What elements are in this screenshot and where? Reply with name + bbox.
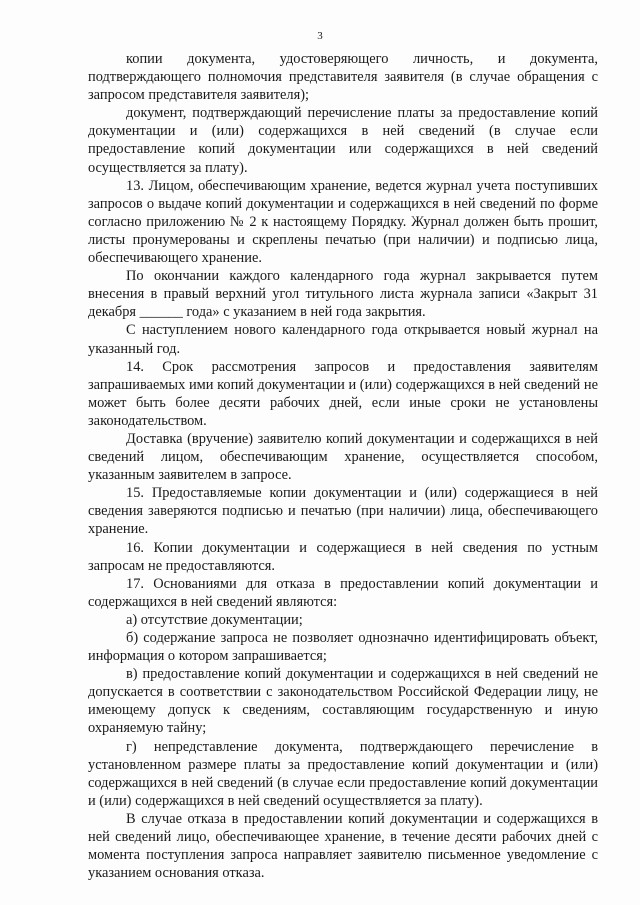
paragraph-refusal-notice: В случае отказа в предоставлении копий документации и содержащихся в ней сведений лицо, обеспечивающее хранение, в течение десяти рабочих дней с момента поступления запроса направляет заявителю письменное уведомление с указанием основания отказа.	[88, 810, 598, 882]
list-item-g: г) непредставление документа, подтверждающего перечисление в установленном размере платы за предоставление копий документации и (или) содержащихся в ней сведений (в случае если предоставление копий документации и (или) содержащихся в ней сведений осуществляется за плату).	[88, 738, 598, 809]
paragraph-13-request-journal: 13. Лицом, обеспечивающим хранение, ведется журнал учета поступивших запросов о выдаче копий документации и содержащихся в ней сведений по форме согласно приложению № 2 к настоящему Порядку. Журнал должен быть прошит, листы пронумерованы и скреплены печатью (при наличии) и подписью лица, обеспечивающего хранение.	[88, 177, 598, 267]
list-item-a: а) отсутствие документации;	[126, 611, 303, 628]
list-item-b: б) содержание запроса не позволяет однозначно идентифицировать объект, информация о котором запрашивается;	[88, 630, 598, 665]
paragraph-applicant-id-copies: копии документа, удостоверяющего личность, и документа, подтверждающего полномочия представителя заявителя (в случае обращения с запросом представителя заявителя);	[88, 51, 598, 104]
list-item-v: в) предоставление копий документации и содержащихся в ней сведений не допускается в соответствии с законодательством Российской Федерации лицу, не имеющему допуск к сведениям, составляющим государственную и иную охраняемую тайну;	[88, 666, 598, 737]
paragraph-14-review-period: 14. Срок рассмотрения запросов и предоставления заявителям запрашиваемых ими копий документации и (или) содержащихся в ней сведений не может быть более десяти рабочих дней, если иные сроки не установлены законодательством.	[88, 358, 598, 429]
paragraph-journal-closing: По окончании каждого календарного года журнал закрывается путем внесения в правый верхний угол титульного листа журнала записи «Закрыт 31 декабря ______ года» с указанием в ней года закрытия.	[88, 268, 598, 321]
paragraph-16-oral-requests: 16. Копии документации и содержащиеся в ней сведения по устным запросам не предоставляются.	[88, 539, 598, 574]
page-number: 3	[317, 30, 323, 42]
document-body	[88, 50, 598, 882]
paragraph-15-certification: 15. Предоставляемые копии документации и (или) содержащиеся в ней сведения заверяются подписью и печатью (при наличии) лица, обеспечивающего хранение.	[88, 485, 598, 538]
paragraph-new-journal: С наступлением нового календарного года открывается новый журнал на указанный год.	[88, 322, 598, 357]
paragraph-payment-document: документ, подтверждающий перечисление платы за предоставление копий документации и (или) содержащихся в ней сведений (в случае если предоставление копий документации или содержащихся в ней сведений осуществляется за плату).	[88, 105, 598, 176]
paragraph-17-refusal-grounds: 17. Основаниями для отказа в предоставлении копий документации и содержащихся в ней сведений являются:	[88, 575, 598, 610]
paragraph-delivery: Доставка (вручение) заявителю копий документации и содержащихся в ней сведений лицом, обеспечивающим хранение, осуществляется способом, указанным заявителем в запросе.	[88, 430, 598, 484]
